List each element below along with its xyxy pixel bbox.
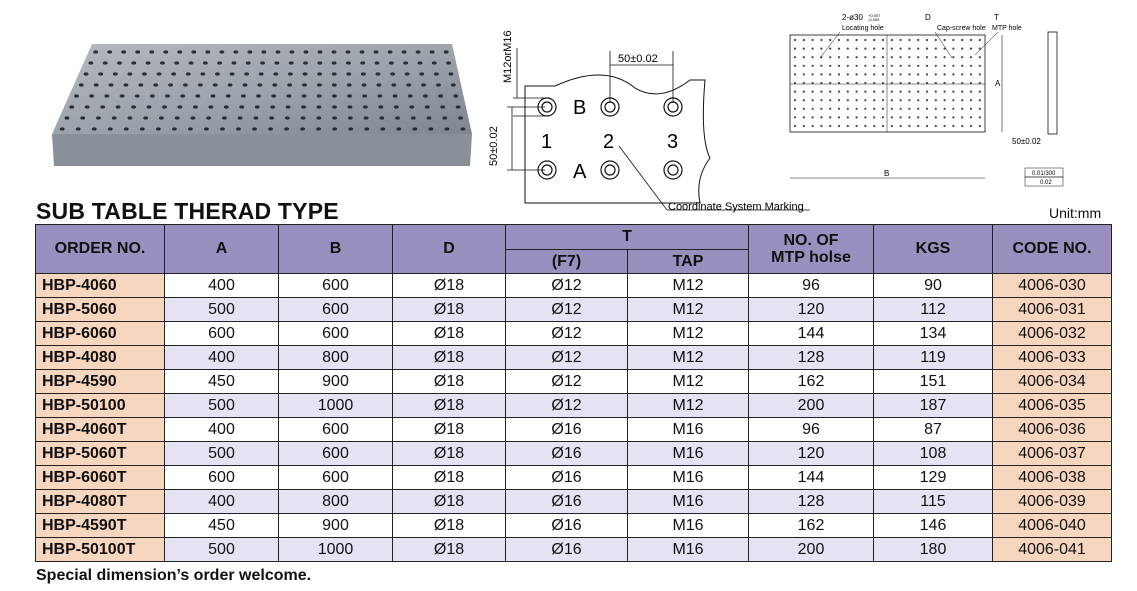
b-label: B (884, 169, 890, 178)
cell-b: 600 (279, 298, 393, 322)
mtp-label: MTP hole (992, 25, 1022, 32)
col-order-header: ORDER NO. (36, 225, 165, 274)
col-mtp-header (749, 225, 874, 274)
table-row (36, 394, 1112, 418)
cell-order: HBP-4590T (36, 514, 165, 538)
cell-f7: Ø12 (506, 370, 628, 394)
cell-kgs: 90 (874, 274, 993, 298)
d-label: D (925, 13, 931, 22)
cell-d: Ø18 (393, 538, 506, 562)
cell-a: 500 (165, 442, 279, 466)
footer-note: Special dimension’s order welcome. (36, 567, 312, 584)
cell-mtp: 128 (749, 490, 874, 514)
cell-order: HBP-5060 (36, 298, 165, 322)
cell-a: 500 (165, 298, 279, 322)
cell-d: Ø18 (393, 298, 506, 322)
table-row (36, 442, 1112, 466)
capscrew-label: Cap-screw hole (937, 25, 986, 32)
cell-a: 500 (165, 538, 279, 562)
cell-order: HBP-50100T (36, 538, 165, 562)
cell-kgs: 119 (874, 346, 993, 370)
cell-tap: M16 (628, 442, 749, 466)
cell-kgs: 134 (874, 322, 993, 346)
cell-kgs: 180 (874, 538, 993, 562)
cell-kgs: 108 (874, 442, 993, 466)
table-row (36, 370, 1112, 394)
parallel-label: 0.02 (1040, 180, 1052, 186)
cell-code: 4006-040 (993, 514, 1112, 538)
thread-label: M12orM16 (502, 30, 514, 83)
col-t-header: T (506, 225, 749, 250)
cell-mtp: 200 (749, 394, 874, 418)
cell-mtp: 96 (749, 274, 874, 298)
cell-tap: M16 (628, 514, 749, 538)
cell-a: 400 (165, 418, 279, 442)
cell-f7: Ø16 (506, 418, 628, 442)
table-row (36, 538, 1112, 562)
cell-f7: Ø12 (506, 298, 628, 322)
cell-mtp: 200 (749, 538, 874, 562)
a-label: A (995, 79, 1001, 88)
col-f7-header: (F7) (506, 250, 628, 274)
cell-b: 800 (279, 346, 393, 370)
cell-code: 4006-031 (993, 298, 1112, 322)
row-a-label: A (573, 161, 587, 183)
pitch-top-label: 50±0.02 (618, 53, 658, 65)
cell-a: 500 (165, 394, 279, 418)
pitch-label: 50±0.02 (1012, 137, 1041, 146)
cell-d: Ø18 (393, 418, 506, 442)
cell-a: 450 (165, 370, 279, 394)
cell-kgs: 112 (874, 298, 993, 322)
cell-code: 4006-033 (993, 346, 1112, 370)
flatness-label: 0.01/300 (1032, 171, 1056, 177)
table-row (36, 298, 1112, 322)
cell-order: HBP-5060T (36, 442, 165, 466)
cell-f7: Ø16 (506, 466, 628, 490)
cell-code: 4006-034 (993, 370, 1112, 394)
cell-tap: M12 (628, 274, 749, 298)
cell-f7: Ø12 (506, 322, 628, 346)
cell-b: 600 (279, 442, 393, 466)
cell-a: 400 (165, 490, 279, 514)
cell-code: 4006-037 (993, 442, 1112, 466)
cell-a: 400 (165, 346, 279, 370)
cell-f7: Ø16 (506, 442, 628, 466)
table-row (36, 322, 1112, 346)
pitch-side-label: 50±0.02 (488, 126, 500, 166)
cell-mtp: 120 (749, 442, 874, 466)
mtp-header-line1: NO. OF (783, 232, 839, 249)
col-kgs-header: KGS (874, 225, 993, 274)
cell-mtp: 128 (749, 346, 874, 370)
cell-f7: Ø12 (506, 394, 628, 418)
cell-b: 800 (279, 490, 393, 514)
cell-mtp: 162 (749, 370, 874, 394)
cell-kgs: 87 (874, 418, 993, 442)
cell-f7: Ø12 (506, 346, 628, 370)
cell-d: Ø18 (393, 322, 506, 346)
page-title: SUB TABLE THERAD TYPE (36, 198, 339, 224)
cell-code: 4006-039 (993, 490, 1112, 514)
cell-d: Ø18 (393, 490, 506, 514)
cell-b: 600 (279, 418, 393, 442)
coordinate-marking-label: Coordinate System Marking (668, 201, 804, 213)
col-tap-header: TAP (628, 250, 749, 274)
cell-a: 400 (165, 274, 279, 298)
sub-table-photo (52, 42, 472, 168)
col-3-label: 3 (667, 131, 679, 153)
cell-tap: M16 (628, 466, 749, 490)
col-b-header: B (279, 225, 393, 274)
cell-kgs: 129 (874, 466, 993, 490)
cell-code: 4006-030 (993, 274, 1112, 298)
unit-label: Unit:mm (1049, 205, 1102, 221)
cell-mtp: 144 (749, 322, 874, 346)
coordinate-diagram (485, 18, 815, 218)
cell-mtp: 144 (749, 466, 874, 490)
cell-kgs: 151 (874, 370, 993, 394)
table-row (36, 274, 1112, 298)
cell-code: 4006-041 (993, 538, 1112, 562)
cell-tap: M16 (628, 418, 749, 442)
cell-d: Ø18 (393, 394, 506, 418)
cell-f7: Ø12 (506, 274, 628, 298)
col-code-header: CODE NO. (993, 225, 1112, 274)
cell-code: 4006-032 (993, 322, 1112, 346)
layout-diagram (780, 10, 1080, 190)
cell-d: Ø18 (393, 514, 506, 538)
col-a-header: A (165, 225, 279, 274)
cell-b: 900 (279, 514, 393, 538)
cell-mtp: 96 (749, 418, 874, 442)
cell-tap: M12 (628, 298, 749, 322)
cell-order: HBP-4590 (36, 370, 165, 394)
cell-order: HBP-6060T (36, 466, 165, 490)
cell-tap: M12 (628, 346, 749, 370)
cell-kgs: 115 (874, 490, 993, 514)
col-2-label: 2 (603, 131, 615, 153)
cell-a: 450 (165, 514, 279, 538)
cell-d: Ø18 (393, 442, 506, 466)
col-1-label: 1 (541, 131, 553, 153)
table-row (36, 418, 1112, 442)
cell-a: 600 (165, 466, 279, 490)
table-row (36, 514, 1112, 538)
cell-mtp: 162 (749, 514, 874, 538)
t-label: T (994, 13, 999, 22)
cell-tap: M12 (628, 370, 749, 394)
cell-code: 4006-035 (993, 394, 1112, 418)
locating-hole-label: Locating hole (842, 25, 884, 32)
table-row (36, 490, 1112, 514)
cell-b: 600 (279, 274, 393, 298)
cell-b: 900 (279, 370, 393, 394)
row-b-label: B (573, 97, 587, 119)
cell-order: HBP-50100 (36, 394, 165, 418)
cell-b: 600 (279, 466, 393, 490)
cell-d: Ø18 (393, 466, 506, 490)
cell-b: 600 (279, 322, 393, 346)
cell-d: Ø18 (393, 370, 506, 394)
cell-b: 1000 (279, 394, 393, 418)
cell-kgs: 146 (874, 514, 993, 538)
table-row (36, 466, 1112, 490)
cell-mtp: 120 (749, 298, 874, 322)
cell-order: HBP-4080 (36, 346, 165, 370)
spec-table (35, 224, 1112, 562)
cell-b: 1000 (279, 538, 393, 562)
cell-code: 4006-038 (993, 466, 1112, 490)
cell-tap: M16 (628, 490, 749, 514)
table-row (36, 346, 1112, 370)
cell-tap: M12 (628, 322, 749, 346)
cell-kgs: 187 (874, 394, 993, 418)
cell-order: HBP-4060T (36, 418, 165, 442)
cell-f7: Ø16 (506, 538, 628, 562)
cell-d: Ø18 (393, 274, 506, 298)
cell-tap: M12 (628, 394, 749, 418)
cell-order: HBP-4080T (36, 490, 165, 514)
cell-order: HBP-4060 (36, 274, 165, 298)
locating-tol-top: +0.007 (868, 13, 881, 18)
cell-f7: Ø16 (506, 514, 628, 538)
cell-d: Ø18 (393, 346, 506, 370)
cell-code: 4006-036 (993, 418, 1112, 442)
cell-order: HBP-6060 (36, 322, 165, 346)
col-d-header: D (393, 225, 506, 274)
locating-tol-bottom: -0.009 (868, 17, 880, 22)
locating-label: 2-ø30 (842, 13, 863, 22)
cell-a: 600 (165, 322, 279, 346)
cell-tap: M16 (628, 538, 749, 562)
cell-f7: Ø16 (506, 490, 628, 514)
mtp-header-line2: MTP holse (771, 249, 851, 266)
